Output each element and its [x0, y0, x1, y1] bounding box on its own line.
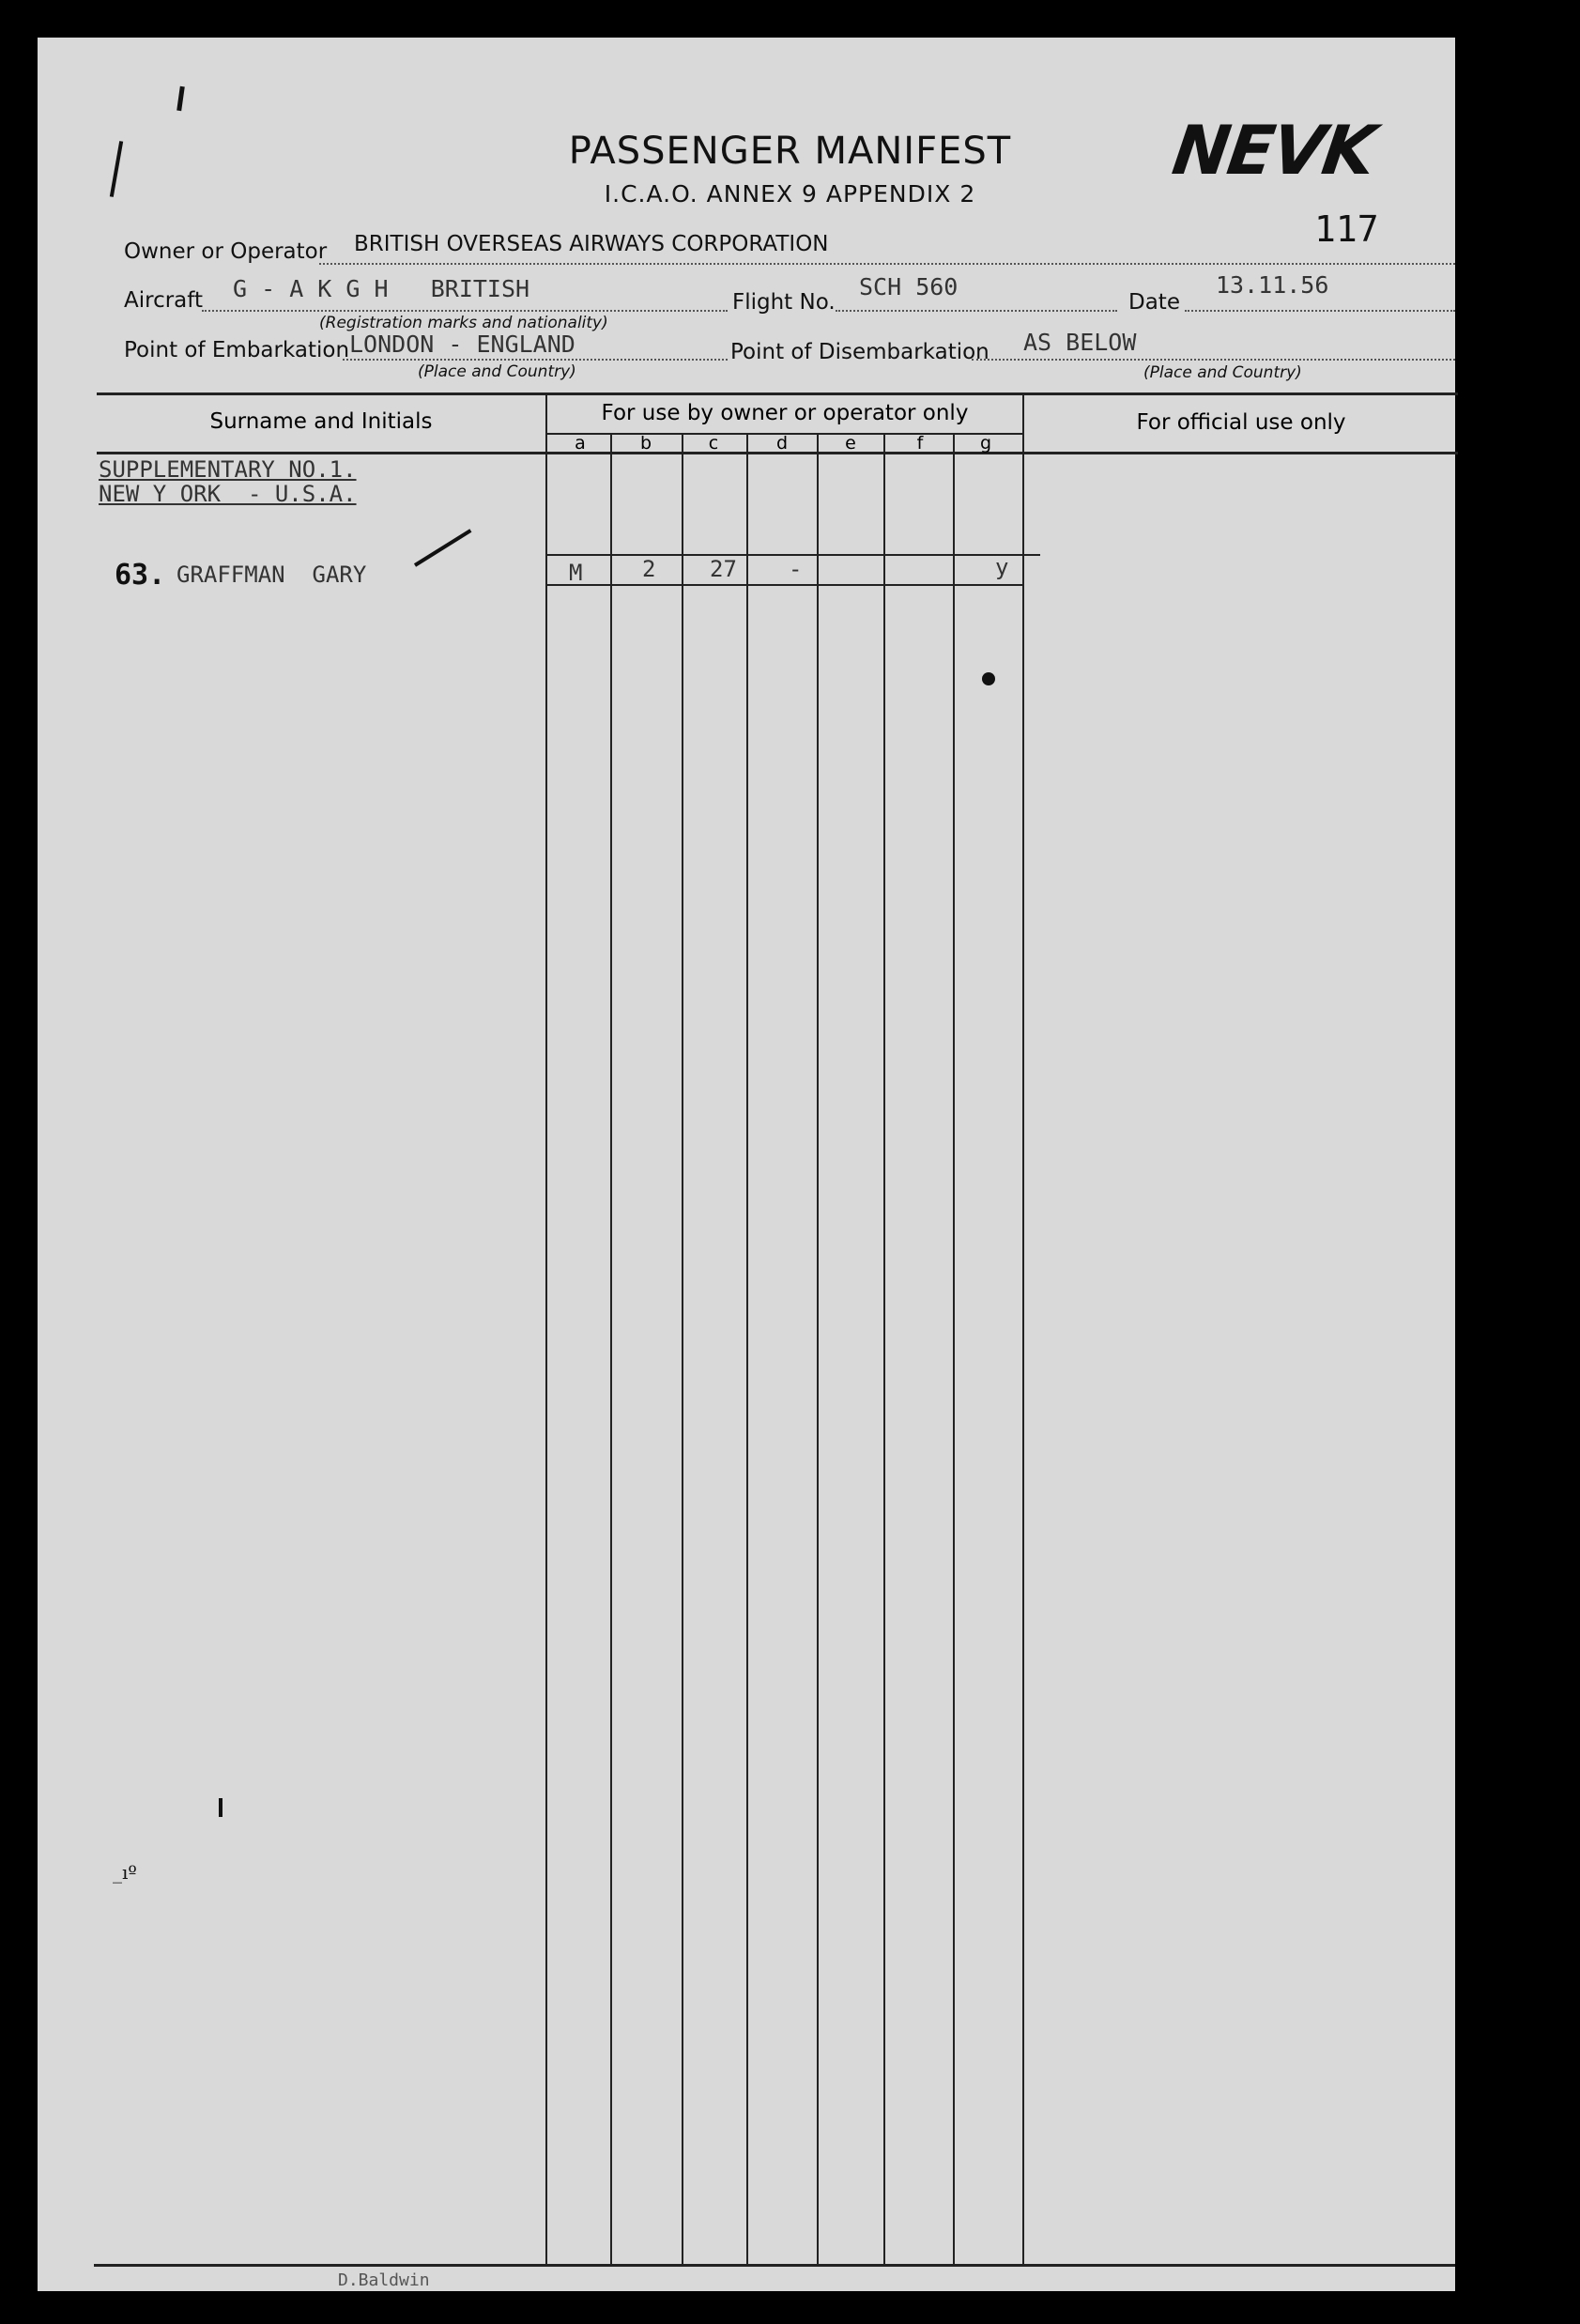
table-top-rule: [97, 392, 1458, 395]
col-rule: [953, 433, 955, 2264]
page-number: 117: [1314, 208, 1379, 250]
col-rule: [545, 392, 547, 2264]
official-use-column-header: For official use only: [1136, 410, 1346, 435]
sub-column-d: d: [775, 433, 789, 454]
supplementary-line-1: SUPPLEMENTARY NO.1.: [99, 456, 357, 483]
aircraft-label: Aircraft: [124, 288, 203, 313]
cell-c: 27: [710, 556, 737, 582]
footer-text: D.Baldwin: [338, 2270, 430, 2290]
cell-d: -: [789, 556, 803, 582]
owner-dotline: [319, 263, 1455, 265]
col-rule: [817, 433, 819, 2264]
aircraft-value: G - A K G H BRITISH: [233, 275, 530, 302]
owner-label: Owner or Operator: [124, 239, 328, 264]
date-value: 13.11.56: [1216, 271, 1329, 299]
document-subtitle: I.C.A.O. ANNEX 9 APPENDIX 2: [604, 180, 976, 208]
flight-dotline: [836, 310, 1117, 312]
owner-value: BRITISH OVERSEAS AIRWAYS CORPORATION: [354, 232, 829, 256]
date-label: Date: [1128, 290, 1180, 315]
cell-g: y: [995, 554, 1009, 580]
col-rule: [1022, 392, 1024, 2264]
cell-b: 2: [642, 556, 656, 582]
ink-dot: [982, 672, 995, 685]
flight-label: Flight No.: [732, 290, 836, 315]
cell-a: M: [569, 560, 583, 586]
passenger-name: GRAFFMAN GARY: [176, 562, 367, 588]
date-dotline: [1185, 310, 1455, 312]
sub-column-c: c: [708, 433, 719, 454]
col-rule: [682, 433, 683, 2264]
supplementary-line-2: NEW Y ORK - U.S.A.: [99, 481, 357, 507]
document-title: PASSENGER MANIFEST: [568, 130, 1012, 173]
sub-column-b: b: [639, 433, 652, 454]
disembarkation-dotline: [972, 359, 1455, 361]
surname-column-header: Surname and Initials: [209, 409, 433, 434]
embarkation-dotline: [343, 359, 728, 361]
embarkation-value: LONDON - ENGLAND: [349, 331, 575, 358]
embarkation-note: (Place and Country): [418, 362, 576, 381]
handwritten-stamp: NEVK: [1168, 111, 1379, 190]
pen-mark: [219, 1798, 222, 1817]
aircraft-note: (Registration marks and nationality): [319, 314, 608, 332]
sub-column-e: e: [845, 433, 856, 454]
row-bottom-rule: [545, 584, 1023, 586]
footer-scribble: _ıº: [113, 1861, 137, 1884]
owner-use-column-header: For use by owner or operator only: [601, 401, 969, 425]
col-rule: [746, 433, 748, 2264]
col-rule: [610, 433, 612, 2264]
table-bottom-rule: [94, 2264, 1455, 2267]
disembarkation-value: AS BELOW: [1023, 329, 1137, 356]
sub-column-f: f: [916, 433, 924, 454]
col-rule: [883, 433, 885, 2264]
sub-column-a: a: [575, 433, 586, 454]
disembarkation-label: Point of Disembarkation: [730, 340, 989, 364]
disembarkation-note: (Place and Country): [1143, 363, 1302, 382]
embarkation-label: Point of Embarkation: [124, 338, 350, 362]
aircraft-dotline: [202, 310, 728, 312]
sub-column-g: g: [979, 433, 992, 454]
flight-value: SCH 560: [859, 273, 959, 300]
passenger-number: 63.: [115, 559, 166, 592]
